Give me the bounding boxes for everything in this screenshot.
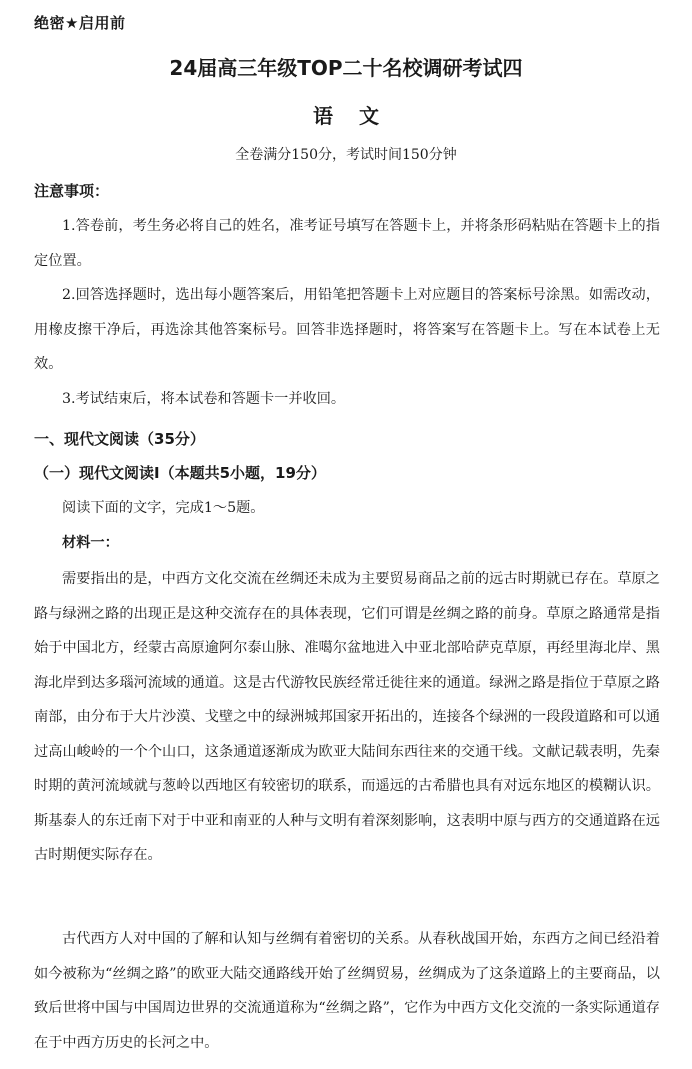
- notice-item-1: 1.答卷前，考生务必将自己的姓名，准考证号填写在答题卡上，并将条形码粘贴在答题卡上的指定位置。: [34, 218, 660, 269]
- material-paragraph-2: 古代西方人对中国的了解和认知与丝绸有着密切的关系。从春秋战国开始，东西方之间已经沿着如今被称为“丝绸之路”的欧亚大陆交通路线开始了丝绸贸易，丝绸成为了这条道路上的主要商品，以致后世将中国与中国周边世界的交流通道称为“丝绸之路”，它作为中西方文化交流的一条实际通道存在于中西方历史的长河之中。: [34, 931, 660, 1051]
- section-heading: 一、现代文阅读（35分）: [34, 430, 205, 448]
- score-time-line: 全卷满分150分，考试时间150分钟: [235, 147, 457, 163]
- subsection-heading: （一）现代文阅读Ⅰ（本题共5小题，19分）: [34, 464, 326, 482]
- confidential-mark: 绝密★启用前: [34, 14, 126, 32]
- material-paragraph-1: 需要指出的是，中西方文化交流在丝绸还未成为主要贸易商品之前的远古时期就已存在。草原之路与绿洲之路的出现正是这种交流存在的具体表现，它们可谓是丝绸之路的前身。草原之路通常是指始于中国北方，经蒙古高原逾阿尔泰山脉、准噶尔盆地进入中亚北部哈萨克草原，再经里海北岸、黑海北岸到达多瑙河流域的通道。这是古代游牧民族经常迁徙往来的通道。绿洲之路是指位于草原之路南部，由分布于大片沙漠、戈壁之中的绿洲城邦国家开拓出的，连接各个绿洲的一段段道路和可以通过高山峻岭的一个个山口，这条通道逐渐成为欧亚大陆间东西往来的交通干线。文献记载表明，先秦时期的黄河流域就与葱岭以西地区有较密切的联系，而遥远的古希腊也具有对远东地区的模糊认识。斯基泰人的东迁南下对于中亚和南亚的人种与文明有着深刻影响，这表明中原与西方的交通道路在远古时期便实际存在。: [34, 571, 660, 863]
- material-label: 材料一：: [62, 535, 119, 551]
- subject-title: 语文: [313, 104, 405, 128]
- reading-instruction: 阅读下面的文字，完成1～5题。: [62, 500, 265, 516]
- notice-heading: 注意事项：: [34, 182, 110, 200]
- exam-title: 24届高三年级TOP二十名校调研考试四: [169, 56, 523, 80]
- notice-item-3: 3.考试结束后，将本试卷和答题卡一并收回。: [62, 391, 346, 407]
- notice-item-2: 2.回答选择题时，选出每小题答案后，用铅笔把答题卡上对应题目的答案标号涂黑。如需改动，用橡皮擦干净后，再选涂其他答案标号。回答非选择题时，将答案写在答题卡上。写在本试卷上无效。: [34, 287, 660, 372]
